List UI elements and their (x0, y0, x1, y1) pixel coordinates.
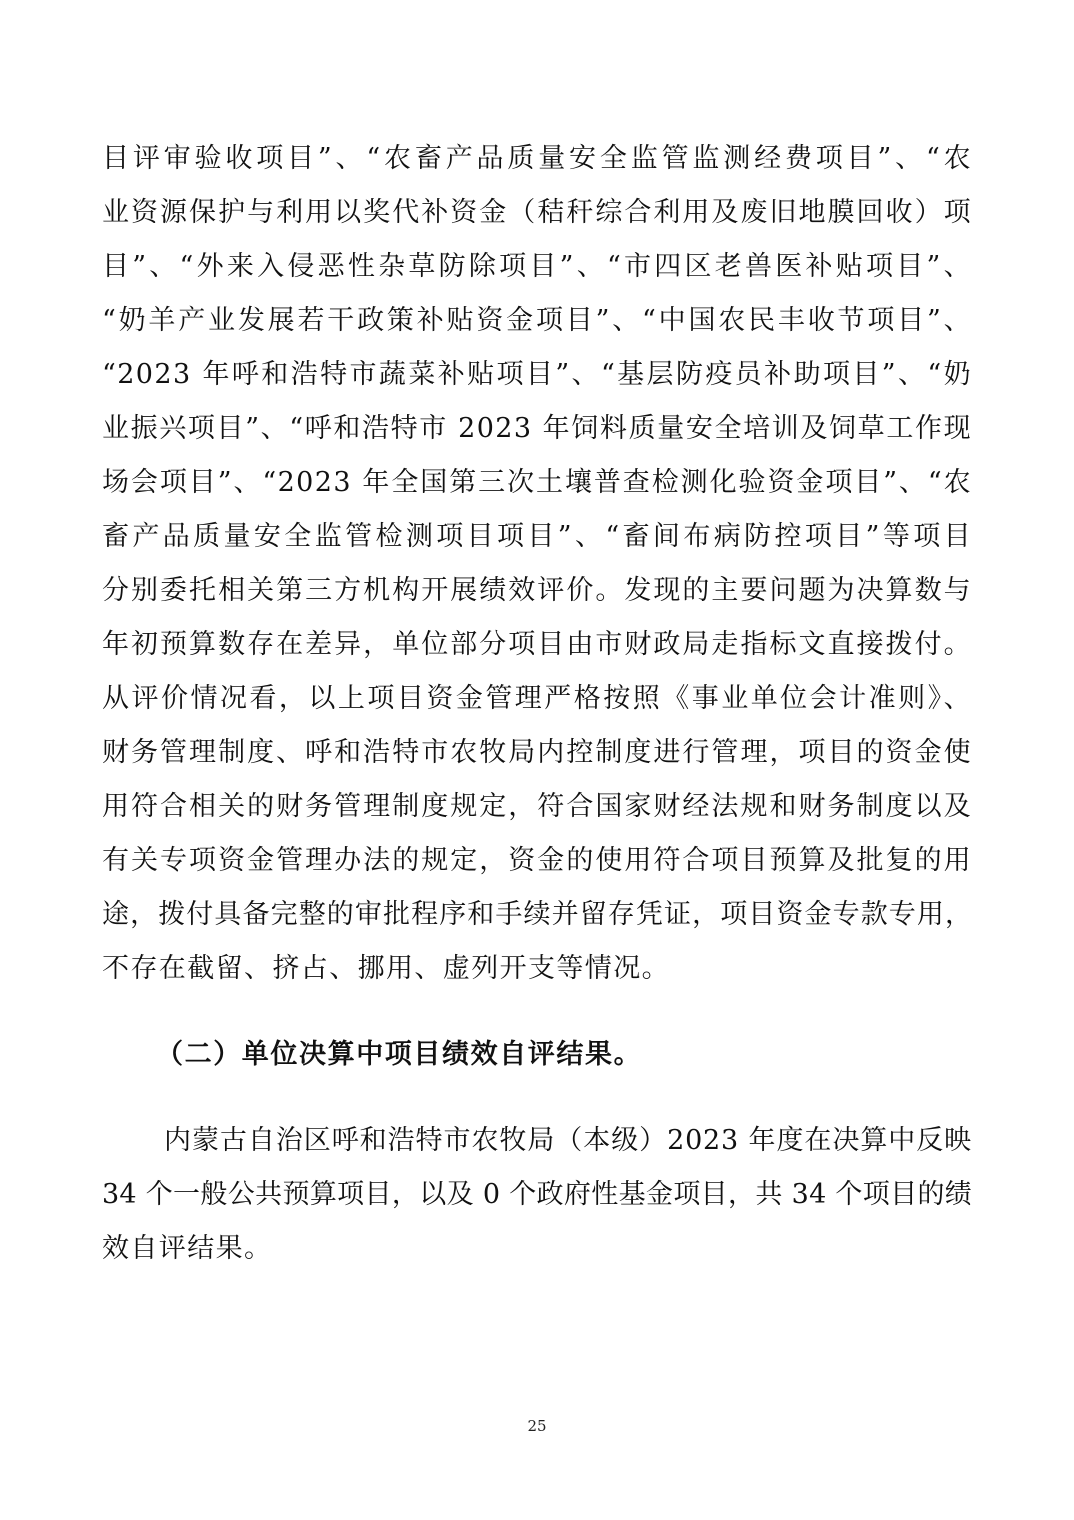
paragraph-1-line-10: 年初预算数存在差异，单位部分项目由市财政局走指标文直接拨付。 (102, 629, 972, 660)
paragraph-1-line-3: 目”、“外来入侵恶性杂草防除项目”、“市四区老兽医补贴项目”、 (102, 251, 972, 282)
paragraph-1-line-13: 用符合相关的财务管理制度规定，符合国家财经法规和财务制度以及 (102, 791, 972, 822)
page-number: 25 (527, 1417, 547, 1435)
paragraph-1-line-7: 场会项目”、“2023 年全国第三次土壤普查检测化验资金项目”、“农 (102, 467, 972, 498)
section-heading: （二）单位决算中项目绩效自评结果。 (156, 1039, 643, 1070)
paragraph-1-line-6: 业振兴项目”、“呼和浩特市 2023 年饲料质量安全培训及饲草工作现 (102, 413, 972, 444)
paragraph-1-line-5: “2023 年呼和浩特市蔬菜补贴项目”、“基层防疫员补助项目”、“奶 (102, 359, 972, 390)
paragraph-1-line-1: 目评审验收项目”、“农畜产品质量安全监管监测经费项目”、“农 (102, 143, 972, 174)
paragraph-1-line-4: “奶羊产业发展若干政策补贴资金项目”、“中国农民丰收节项目”、 (102, 305, 972, 336)
paragraph-1-line-2: 业资源保护与利用以奖代补资金（秸秆综合利用及废旧地膜回收）项 (102, 197, 972, 228)
paragraph-1-line-16: 不存在截留、挤占、挪用、虚列开支等情况。 (102, 953, 670, 984)
paragraph-2-line-3: 效自评结果。 (102, 1233, 273, 1264)
paragraph-1-line-12: 财务管理制度、呼和浩特市农牧局内控制度进行管理，项目的资金使 (102, 737, 972, 768)
paragraph-1-line-8: 畜产品质量安全监管检测项目项目”、“畜间布病防控项目”等项目 (102, 521, 972, 552)
paragraph-1-line-15: 途，拨付具备完整的审批程序和手续并留存凭证，项目资金专款专用， (102, 899, 974, 930)
paragraph-1-line-9: 分别委托相关第三方机构开展绩效评价。发现的主要问题为决算数与 (102, 575, 972, 606)
paragraph-1-line-14: 有关专项资金管理办法的规定，资金的使用符合项目预算及批复的用 (102, 845, 972, 876)
paragraph-1-line-11: 从评价情况看，以上项目资金管理严格按照《事业单位会计准则》、 (102, 683, 972, 714)
paragraph-2-line-1: 内蒙古自治区呼和浩特市农牧局（本级）2023 年度在决算中反映 (164, 1125, 972, 1156)
paragraph-2-line-2: 34 个一般公共预算项目，以及 0 个政府性基金项目，共 34 个项目的绩 (102, 1179, 972, 1210)
